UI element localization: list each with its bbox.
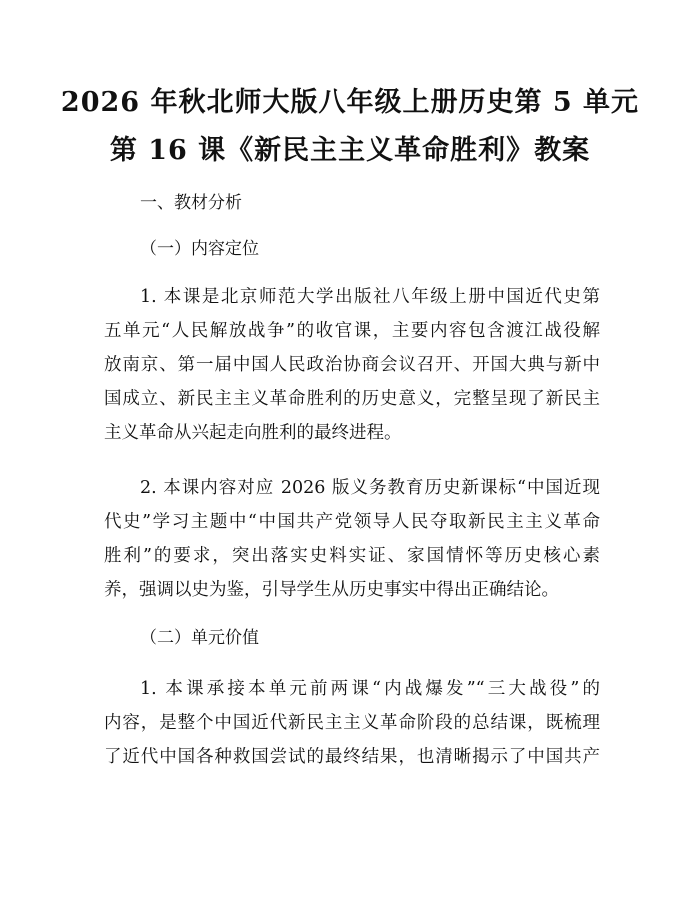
subsection-heading-unit-value: （二）单元价值: [140, 628, 259, 648]
paragraph-2-line: 养，强调以史为鉴，引导学生从历史事实中得出正确结论。: [104, 580, 559, 600]
paragraph-3-line: 1. 本课承接本单元前两课“内战爆发”“三大战役”的: [140, 679, 600, 699]
section-heading-textbook-analysis: 一、教材分析: [140, 193, 242, 213]
paragraph-1-line: 国成立、新民主主义革命胜利的历史意义，完整呈现了新民主: [104, 389, 600, 409]
paragraph-3-line: 内容，是整个中国近代新民主主义革命阶段的总结课，既梳理: [104, 713, 600, 733]
paragraph-2-line: 代史”学习主题中“中国共产党领导人民夺取新民主主义革命: [104, 512, 600, 532]
paragraph-1-line: 主义革命从兴起走向胜利的最终进程。: [104, 423, 402, 443]
paragraph-2-line: 2. 本课内容对应 2026 版义务教育历史新课标“中国近现: [140, 478, 600, 498]
paragraph-1-line: 五单元“人民解放战争”的收官课，主要内容包含渡江战役解: [104, 321, 600, 341]
paragraph-1-line: 放南京、第一届中国人民政治协商会议召开、开国大典与新中: [104, 355, 600, 375]
paragraph-2-line: 胜利”的要求，突出落实史料实证、家国情怀等历史核心素: [104, 546, 600, 566]
document-title-line-1: 2026 年秋北师大版八年级上册历史第 5 单元: [60, 87, 640, 118]
paragraph-1-line: 1. 本课是北京师范大学出版社八年级上册中国近代史第: [140, 287, 600, 307]
subsection-heading-content-positioning: （一）内容定位: [140, 239, 259, 259]
paragraph-3-line: 了近代中国各种救国尝试的最终结果，也清晰揭示了中国共产: [104, 747, 600, 767]
document-title-line-2: 第 16 课《新民主主义革命胜利》教案: [109, 135, 591, 166]
